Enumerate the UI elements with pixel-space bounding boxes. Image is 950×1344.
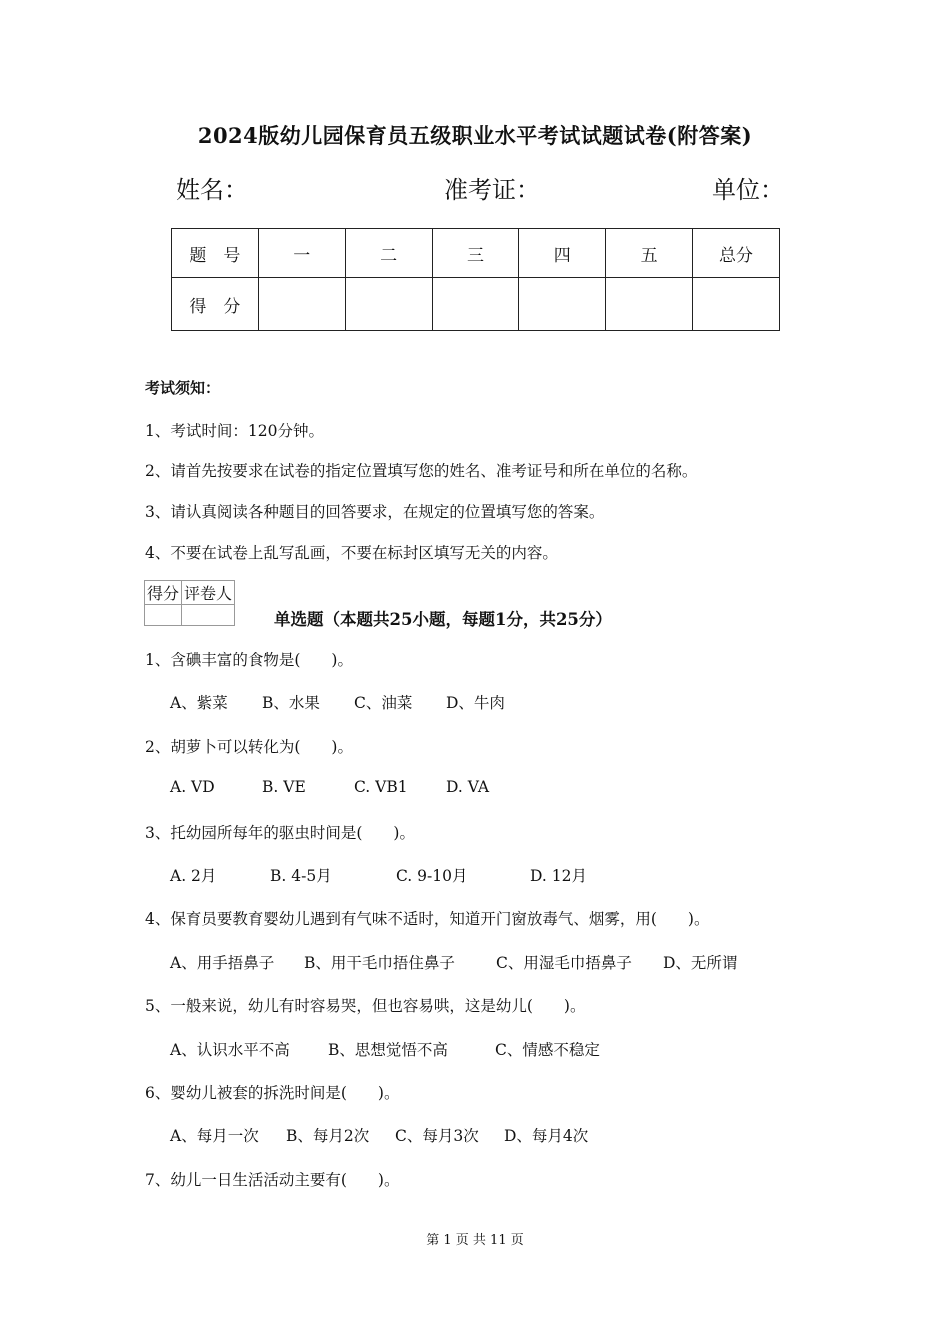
question-text: 3、托幼园所每年的驱虫时间是( )。: [145, 824, 415, 842]
name-label: 姓名：: [176, 176, 248, 204]
option[interactable]: A、认识水平不高: [170, 1041, 290, 1059]
option[interactable]: B、用干毛巾捂住鼻子: [304, 954, 455, 972]
option[interactable]: C、情感不稳定: [495, 1041, 600, 1059]
question-options: [170, 951, 737, 973]
question-text: 5、一般来说，幼儿有时容易哭，但也容易哄，这是幼儿( )。: [145, 997, 586, 1015]
question-options: [170, 778, 489, 796]
header-cell: 一: [258, 229, 345, 278]
page-title: 2024版幼儿园保育员五级职业水平考试试题试卷(附答案): [197, 123, 753, 148]
grader-reviewer-label: 评卷人: [182, 581, 235, 605]
notice-item: 1、考试时间：120分钟。: [145, 422, 324, 440]
score-table-score-row: [172, 278, 780, 331]
header-cell: 二: [345, 229, 432, 278]
score-cell[interactable]: [258, 278, 345, 331]
score-cell[interactable]: [345, 278, 432, 331]
unit-label: 单位：: [712, 176, 784, 204]
header-cell: 三: [432, 229, 519, 278]
option[interactable]: A. 2月: [170, 867, 217, 885]
question-options: [170, 1124, 588, 1146]
question-text: 4、保育员要教育婴幼儿遇到有气味不适时，知道开门窗放毒气、烟雾，用( )。: [145, 910, 710, 928]
score-cell[interactable]: [606, 278, 693, 331]
question-text: 1、含碘丰富的食物是( )。: [145, 651, 353, 669]
option[interactable]: C、油菜: [354, 694, 413, 712]
question-text: 6、婴幼儿被套的拆洗时间是( )。: [145, 1084, 400, 1102]
header-cell: 题 号: [172, 229, 259, 278]
grader-box: [144, 580, 235, 626]
score-cell[interactable]: [519, 278, 606, 331]
notice-item: 2、请首先按要求在试卷的指定位置填写您的姓名、准考证号和所在单位的名称。: [145, 462, 698, 480]
option[interactable]: D. VA: [446, 778, 490, 796]
notice-item: 4、不要在试卷上乱写乱画，不要在标封区填写无关的内容。: [145, 544, 558, 562]
question-text: 2、胡萝卜可以转化为( )。: [145, 738, 353, 756]
option[interactable]: A、每月一次: [170, 1127, 259, 1145]
option[interactable]: D、牛肉: [446, 694, 505, 712]
grader-score-cell[interactable]: [145, 605, 182, 626]
option[interactable]: A、紫菜: [170, 694, 228, 712]
question-options: [170, 1038, 600, 1060]
option[interactable]: A. VD: [170, 778, 215, 796]
option[interactable]: C. VB1: [354, 778, 408, 796]
option[interactable]: B、每月2次: [286, 1127, 370, 1145]
option[interactable]: C. 9-10月: [396, 867, 468, 885]
notice-heading: 考试须知：: [145, 379, 221, 397]
score-cell[interactable]: [693, 278, 780, 331]
option[interactable]: B、思想觉悟不高: [328, 1041, 448, 1059]
option[interactable]: C、用湿毛巾捂鼻子: [496, 954, 632, 972]
score-table-header-row: [172, 229, 780, 278]
option[interactable]: D、无所谓: [663, 954, 738, 972]
grader-score-label: 得分: [145, 581, 182, 605]
option[interactable]: A、用手捂鼻子: [170, 954, 275, 972]
question-options: [170, 864, 587, 886]
option[interactable]: B. VE: [262, 778, 306, 796]
option[interactable]: B、水果: [262, 694, 320, 712]
header-cell: 四: [519, 229, 606, 278]
option[interactable]: D. 12月: [530, 867, 587, 885]
score-row-label: 得 分: [172, 278, 259, 331]
notice-item: 3、请认真阅读各种题目的回答要求，在规定的位置填写您的答案。: [145, 503, 605, 521]
question-options: [170, 691, 505, 713]
score-cell[interactable]: [432, 278, 519, 331]
page-footer: 第 1 页 共 11 页: [426, 1233, 524, 1248]
score-table: [171, 228, 780, 331]
option[interactable]: C、每月3次: [395, 1127, 479, 1145]
question-text: 7、幼儿一日生活活动主要有( )。: [145, 1171, 400, 1189]
exam-id-label: 准考证：: [444, 176, 540, 204]
header-cell: 五: [606, 229, 693, 278]
grader-reviewer-cell[interactable]: [182, 605, 235, 626]
option[interactable]: B. 4-5月: [270, 867, 332, 885]
section-title: 单选题（本题共25小题，每题1分，共25分）: [274, 610, 612, 629]
option[interactable]: D、每月4次: [504, 1127, 589, 1145]
header-cell: 总分: [693, 229, 780, 278]
